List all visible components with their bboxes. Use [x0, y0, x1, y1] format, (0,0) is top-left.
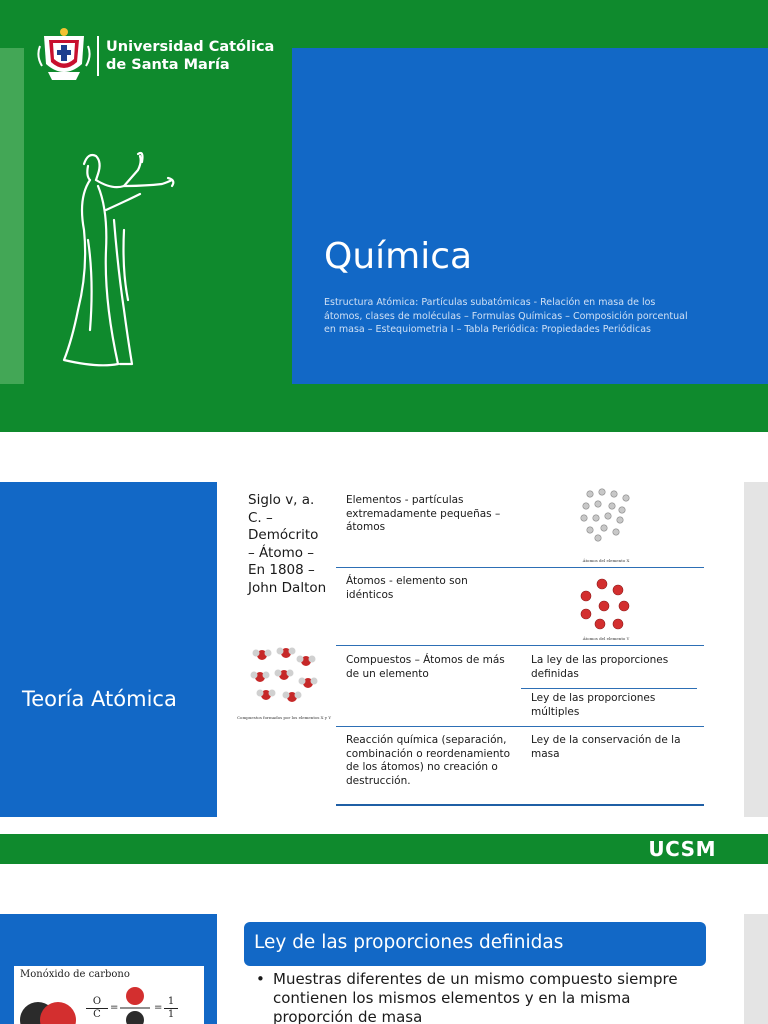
university-name-line1: Universidad Católica	[106, 39, 275, 55]
slide-header-title: Ley de las proporciones definidas	[254, 932, 564, 953]
row4-right: Ley de la conservación de la masa	[531, 734, 681, 760]
ratio-fraction	[164, 996, 178, 1021]
figure-label: Monóxido de carbono	[20, 969, 130, 980]
right-accent-stripe	[744, 482, 768, 817]
right-accent-stripe	[744, 914, 768, 1024]
row3-left: Compuestos – Átomos de más de un elemento	[346, 654, 505, 680]
atomic-theory-slide	[0, 432, 768, 864]
row-divider	[336, 645, 704, 646]
element-y-caption: Átomos del elemento Y	[582, 636, 630, 641]
bullet-text: Muestras diferentes de un mismo compuesto siempre contienen los mismos elementos y en la misma proporción de masa	[273, 970, 678, 1024]
row4-left: Reacción química (separación, combinación o reordenamiento de los átomos) no creación o destrucción.	[346, 734, 511, 787]
carbon-monoxide-figure	[14, 966, 204, 1024]
atomic-theory-table	[336, 482, 706, 808]
formula-denominator: C	[93, 1009, 101, 1020]
row-divider	[336, 726, 704, 727]
virgin-statue-icon	[58, 150, 182, 370]
logo-divider	[97, 36, 99, 76]
co-molecule-icon	[18, 984, 78, 1024]
row3-right-a: La ley de las proporciones definidas	[531, 654, 669, 680]
formula-fraction	[86, 996, 108, 1021]
history-text: Siglo v, a. C. – Demócrito – Átomo – En 1808 – John Dalton	[248, 492, 327, 596]
table-bottom-border	[336, 804, 704, 806]
university-name-line2: de Santa María	[106, 57, 230, 73]
left-accent-stripe	[0, 48, 24, 384]
compounds-caption: Compuestos formados por los elementos X y Y	[237, 715, 331, 720]
bullet-icon: •	[256, 970, 265, 988]
equals-sign: =	[110, 1002, 119, 1013]
row3-right-b: Ley de las proporciones múltiples	[531, 692, 656, 718]
page-subtitle: Estructura Atómica: Partículas subatómicas - Relación en masa de los átomos, clases de moléculas – Formulas Químicas – Composición porcentual en masa – Estequiometria I – Tabla Periódica: Propiedades Periódicas	[324, 297, 688, 335]
bullet-item	[256, 970, 706, 1024]
definite-proportions-slide	[0, 864, 768, 1024]
element-x-caption: Átomos del elemento X	[582, 558, 630, 563]
row-divider	[336, 567, 704, 568]
brand-logo: UCSM	[648, 837, 716, 861]
formula-numerator: O	[86, 996, 108, 1009]
ratio-denominator: 1	[167, 1009, 175, 1020]
compound-molecules-icon	[236, 645, 332, 715]
university-name	[106, 38, 274, 74]
title-slide	[0, 0, 768, 432]
row-divider	[521, 688, 697, 689]
row1-left: Elementos - partículas extremadamente pequeñas – átomos	[346, 494, 501, 533]
section-panel	[0, 482, 217, 817]
slide-header	[244, 922, 706, 966]
co-ratio-icon	[118, 984, 152, 1024]
row2-left: Átomos - elemento son idénticos	[346, 575, 468, 601]
university-crest-icon	[36, 26, 92, 84]
element-y-atoms-icon	[576, 578, 636, 634]
page-title: Química	[324, 236, 473, 277]
section-title: Teoría Atómica	[22, 687, 177, 711]
equals-sign: =	[154, 1002, 163, 1013]
element-x-atoms-icon	[576, 488, 636, 550]
ratio-numerator: 1	[164, 996, 178, 1009]
compounds-figure	[236, 645, 332, 725]
